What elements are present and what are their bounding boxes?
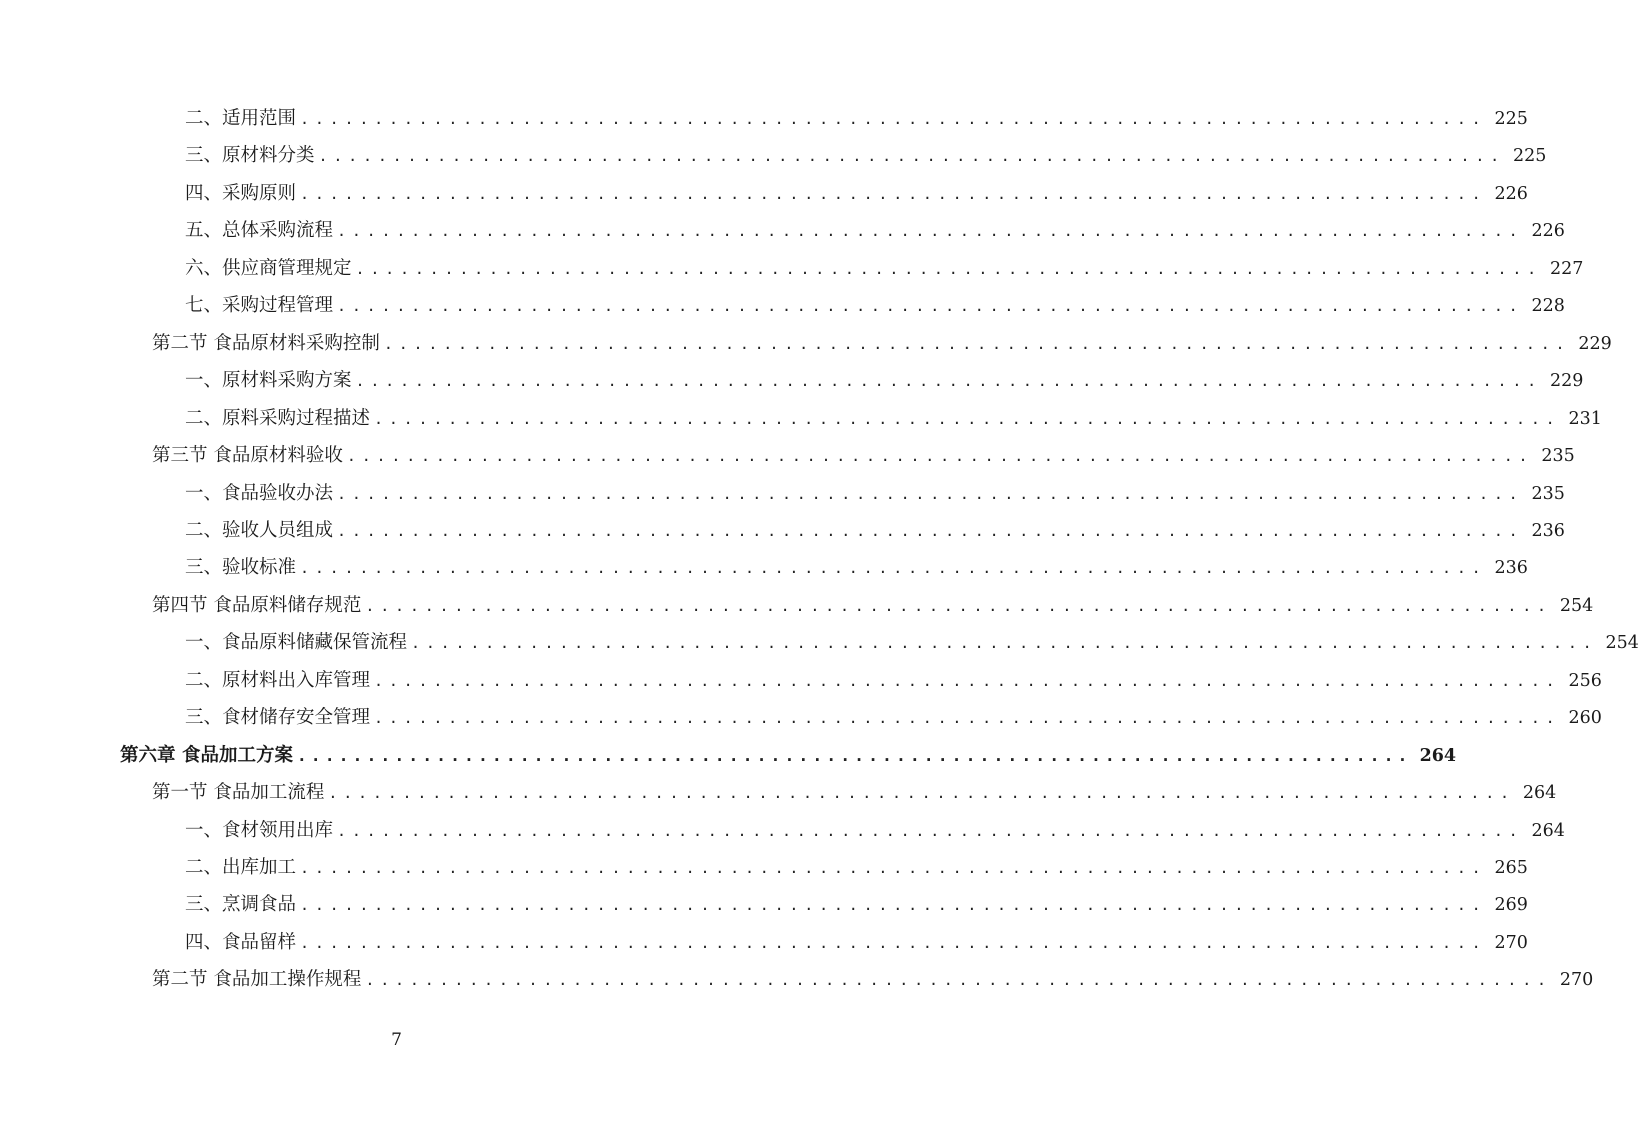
dot-leader: ................................................................................ <box>374 409 1561 428</box>
toc-entry[interactable] <box>120 741 1457 771</box>
toc-entry-page: 225 <box>1494 109 1528 129</box>
toc-entry[interactable] <box>185 516 1565 546</box>
toc-entry-title: 三、食材储存安全管理 <box>185 707 371 729</box>
toc-entry-page: 269 <box>1494 895 1528 916</box>
toc-entry[interactable] <box>185 291 1565 321</box>
toc-entry-page: 264 <box>1419 745 1457 766</box>
dot-leader: ................................................................................ <box>337 521 1524 540</box>
toc-entry-title: 一、原材料采购方案 <box>185 370 352 392</box>
toc-entry-title: 一、食材领用出库 <box>185 819 334 841</box>
toc-entry-title: 第二节 食品原材料采购控制 <box>152 332 380 354</box>
dot-leader: ................................................................................ <box>300 896 1487 915</box>
toc-entry[interactable] <box>185 553 1528 583</box>
dot-leader: ................................................................................ <box>355 259 1542 278</box>
toc-entry-page: 270 <box>1559 970 1594 991</box>
toc-entry-page: 264 <box>1531 820 1565 841</box>
toc-entry-title: 第三节 食品原材料验收 <box>152 445 343 467</box>
toc-entry[interactable] <box>152 778 1557 808</box>
toc-entry-page: 256 <box>1568 670 1602 691</box>
dot-leader: ................................................................................ <box>300 110 1487 128</box>
toc-entry-title: 二、验收人员组成 <box>185 519 334 541</box>
toc-entry-page: 264 <box>1522 783 1557 804</box>
toc-entry[interactable] <box>185 179 1528 209</box>
toc-entry[interactable] <box>185 703 1602 733</box>
toc-entry[interactable] <box>185 216 1565 246</box>
toc-entry-page: 226 <box>1494 183 1528 204</box>
toc-entry[interactable] <box>152 965 1594 995</box>
toc-entry-title: 六、供应商管理规定 <box>185 257 352 279</box>
toc-entry[interactable] <box>185 104 1528 134</box>
toc-entry-page: 228 <box>1531 296 1565 317</box>
dot-leader: ................................................................................ <box>374 671 1561 690</box>
toc-entry[interactable] <box>185 366 1584 396</box>
toc-entry[interactable] <box>185 628 1639 658</box>
toc-entry-page: 231 <box>1568 408 1602 429</box>
toc-entry[interactable] <box>185 404 1602 434</box>
toc-entry-title: 二、原料采购过程描述 <box>185 407 371 429</box>
toc-entry-title: 一、食品验收办法 <box>185 482 334 504</box>
toc-entry-page: 235 <box>1531 483 1565 504</box>
toc-entry[interactable] <box>185 890 1528 920</box>
toc-entry-title: 一、食品原料储藏保管流程 <box>185 632 408 654</box>
dot-leader: ................................................................................ <box>300 933 1487 952</box>
toc-entry[interactable] <box>185 853 1528 883</box>
dot-leader: ................................................................................ <box>296 745 1412 765</box>
toc-entry-title: 第一节 食品加工流程 <box>152 782 325 804</box>
toc-entry-page: 254 <box>1605 633 1639 654</box>
toc-entry-title: 三、原材料分类 <box>185 145 315 167</box>
toc-entry-page: 226 <box>1531 221 1565 242</box>
toc-entry-title: 第二节 食品加工操作规程 <box>152 969 362 991</box>
toc-entry-title: 二、出库加工 <box>185 857 297 878</box>
toc-entry-page: 235 <box>1541 446 1575 467</box>
toc-entry-title: 五、总体采购流程 <box>185 220 334 242</box>
toc-entry-title: 七、采购过程管理 <box>185 295 334 317</box>
dot-leader: ................................................................................ <box>411 634 1598 653</box>
toc-entry[interactable] <box>152 329 1612 359</box>
dot-leader: ................................................................................ <box>346 447 1534 466</box>
toc-entry-title: 三、烹调食品 <box>185 894 297 916</box>
toc-entry[interactable] <box>152 591 1594 621</box>
toc-entry-page: 227 <box>1549 258 1584 279</box>
toc-entry-title: 二、适用范围 <box>185 108 297 129</box>
toc-entry-page: 229 <box>1549 371 1584 392</box>
toc-entry-page: 254 <box>1559 595 1594 616</box>
toc-entry-page: 265 <box>1494 858 1528 878</box>
dot-leader: ................................................................................ <box>300 184 1487 203</box>
toc-entry[interactable] <box>185 254 1584 284</box>
dot-leader: ................................................................................ <box>355 372 1542 391</box>
dot-leader: ................................................................................ <box>300 559 1487 578</box>
toc-entry-title: 四、采购原则 <box>185 182 297 204</box>
page-number: 7 <box>391 1030 402 1050</box>
toc-entry-title: 三、验收标准 <box>185 557 297 579</box>
toc-entry-page: 270 <box>1494 932 1528 953</box>
toc-entry-page: 229 <box>1578 333 1612 354</box>
dot-leader: ................................................................................ <box>365 596 1552 615</box>
dot-leader: ................................................................................ <box>337 484 1524 503</box>
toc-entry[interactable] <box>185 816 1565 846</box>
toc-entry-title: 四、食品留样 <box>185 931 297 953</box>
dot-leader: ................................................................................ <box>365 971 1552 990</box>
dot-leader: ................................................................................ <box>318 147 1505 166</box>
toc-entry[interactable] <box>185 141 1547 171</box>
dot-leader: ................................................................................ <box>337 821 1524 840</box>
toc-entry[interactable] <box>185 479 1565 509</box>
dot-leader: ................................................................................ <box>328 784 1515 803</box>
toc-entry[interactable] <box>152 441 1575 471</box>
dot-leader: ................................................................................ <box>337 297 1524 316</box>
dot-leader: ................................................................................ <box>374 709 1561 728</box>
toc-entry-title: 第四节 食品原料储存规范 <box>152 594 362 616</box>
dot-leader: ................................................................................ <box>337 222 1524 241</box>
toc-entry-page: 260 <box>1568 708 1602 729</box>
toc-entry[interactable] <box>185 666 1602 696</box>
toc-entry-title: 第六章 食品加工方案 <box>120 744 293 766</box>
toc-entry-page: 236 <box>1494 558 1528 579</box>
toc-entry-title: 二、原材料出入库管理 <box>185 669 371 691</box>
toc-entry-page: 236 <box>1531 520 1565 541</box>
toc-entry-page: 225 <box>1512 146 1547 167</box>
dot-leader: ................................................................................ <box>383 334 1571 353</box>
dot-leader: ................................................................................ <box>300 859 1487 877</box>
toc-entry[interactable] <box>185 928 1528 958</box>
